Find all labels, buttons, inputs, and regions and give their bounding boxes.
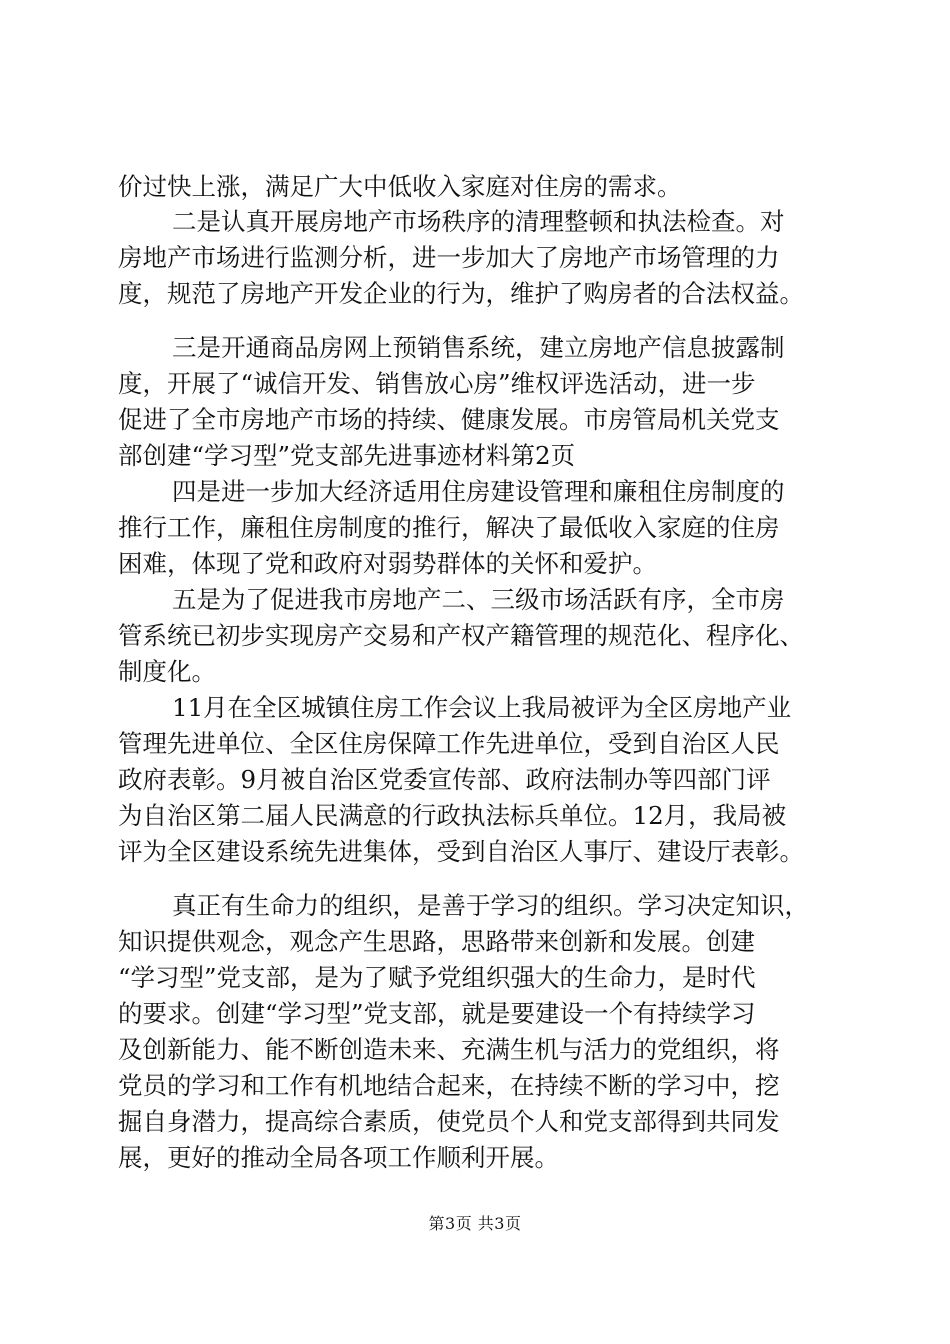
paragraph-line: 二是认真开展房地产市场秩序的清理整顿和执法检查。对: [172, 207, 785, 236]
paragraph-line: 推行工作，廉租住房制度的推行，解决了最低收入家庭的住房: [118, 513, 780, 542]
paragraph-line: 政府表彰。9月被自治区党委宣传部、政府法制办等四部门评: [118, 765, 771, 794]
paragraph-line: 真正有生命力的组织，是善于学习的组织。学习决定知识，: [172, 891, 809, 920]
paragraph-line: 房地产市场进行监测分析，进一步加大了房地产市场管理的力: [118, 243, 780, 272]
paragraph-line: 展，更好的推动全局各项工作顺利开展。: [118, 1143, 559, 1172]
paragraph-line: 度，开展了“诚信开发、销售放心房”维权评选活动，进一步: [118, 369, 756, 398]
paragraph-line: 管系统已初步实现房产交易和产权产籍管理的规范化、程序化、: [118, 621, 804, 650]
paragraph-line: 知识提供观念，观念产生思路，思路带来创新和发展。创建: [118, 927, 755, 956]
paragraph-line: 掘自身潜力，提高综合素质，使党员个人和党支部得到共同发: [118, 1107, 780, 1136]
paragraph-line: 管理先进单位、全区住房保障工作先进单位，受到自治区人民: [118, 729, 780, 758]
paragraph-line: 价过快上涨，满足广大中低收入家庭对住房的需求。: [118, 172, 682, 201]
paragraph-line: 11月在全区城镇住房工作会议上我局被评为全区房地产业: [172, 693, 792, 722]
paragraph-line: 困难，体现了党和政府对弱势群体的关怀和爱护。: [118, 549, 657, 578]
paragraph-line: 促进了全市房地产市场的持续、健康发展。市房管局机关党支: [118, 405, 780, 434]
paragraph-line: 五是为了促进我市房地产二、三级市场活跃有序，全市房: [172, 585, 785, 614]
paragraph-line: 为自治区第二届人民满意的行政执法标兵单位。12月，我局被: [118, 801, 787, 830]
paragraph-line: 三是开通商品房网上预销售系统，建立房地产信息披露制: [172, 333, 785, 362]
paragraph-line: 的要求。创建“学习型”党支部，就是要建设一个有持续学习: [118, 999, 756, 1028]
paragraph-line: 及创新能力、能不断创造未来、充满生机与活力的党组织，将: [118, 1035, 780, 1064]
page-footer: 第3页 共3页: [428, 1214, 522, 1233]
paragraph-line: 党员的学习和工作有机地结合起来，在持续不断的学习中，挖: [118, 1071, 780, 1100]
paragraph-line: 评为全区建设系统先进集体，受到自治区人事厅、建设厅表彰。: [118, 837, 804, 866]
paragraph-line: 部创建“学习型”党支部先进事迹材料第2页: [118, 441, 576, 470]
paragraph-line: 四是进一步加大经济适用住房建设管理和廉租住房制度的: [172, 477, 785, 506]
paragraph-line: 制度化。: [118, 657, 216, 686]
paragraph-line: 度，规范了房地产开发企业的行为，维护了购房者的合法权益。: [118, 279, 804, 308]
paragraph-line: “学习型”党支部，是为了赋予党组织强大的生命力，是时代: [118, 963, 756, 992]
